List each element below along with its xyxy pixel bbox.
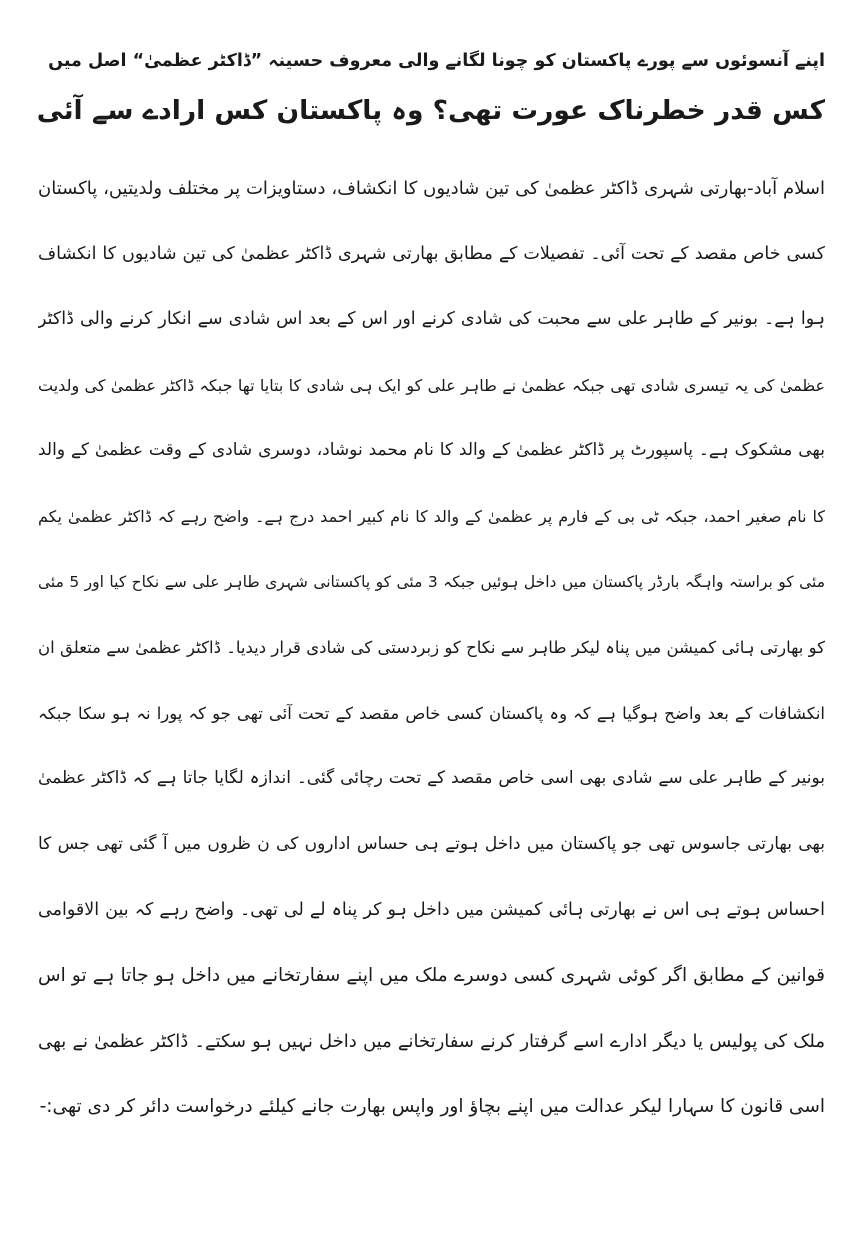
headline-line: اپنے آنسوئوں سے پورے پاکستان کو چونا لگانے والی معروف حسینہ ”ڈاکٹر عظمیٰ“ اصل میں: [48, 51, 825, 71]
body-line: انکشافات کے بعد واضح ہوگیا ہے کہ وہ پاکستان کسی خاص مقصد کے تحت آئی تھی جو کہ پورا نہ ہو سکا جبکہ: [38, 703, 825, 723]
body-line: احساس ہوتے ہی اس نے بھارتی ہائی کمیشن میں داخل ہو کر پناہ لے لی تھی۔ واضح رہے کہ بین الاقوامی: [38, 899, 825, 920]
article-body: [38, 156, 825, 1140]
body-line: اسی قانون کا سہارا لیکر عدالت میں اپنے بچاؤ اور واپس بھارت جانے کیلئے درخواست دائر کر دی تھی:-: [39, 1096, 825, 1118]
body-line: بھی بھارتی جاسوس تھی جو پاکستان میں داخل ہوتے ہی حساس اداروں کی ن ظروں میں آ گئی تھی جس کا: [38, 833, 825, 854]
body-line: اسلام آباد-بھارتی شہری ڈاکٹر عظمیٰ کی تین شادیوں کا انکشاف، دستاویزات پر مختلف ولدیتیں، پاکستان: [38, 178, 825, 199]
body-line: بونیر کے طاہر علی سے شادی بھی اسی خاص مقصد کے تحت رچائی گئی۔ اندازہ لگایا جاتا ہے کہ ڈاکٹر عظمیٰ: [38, 768, 825, 789]
body-line: کا نام صغیر احمد، جبکہ ٹی بی کے فارم پر عظمیٰ کے والد کا نام کبیر احمد درج ہے۔ واضح رہے کہ ڈاکٹر عظمیٰ یکم: [38, 506, 825, 526]
body-line: عظمیٰ کی یہ تیسری شادی تھی جبکہ عظمیٰ نے طاہر علی کو ایک ہی شادی کا بتایا تھا جبکہ ڈاکٹر عظمیٰ کی ولدیت: [38, 375, 825, 395]
body-line: ہوا ہے۔ بونیر کے طاہر علی سے محبت کی شادی کرنے اور اس کے بعد اس شادی سے انکار کرنے والی ڈاکٹر: [38, 309, 825, 330]
body-line: کسی خاص مقصد کے تحت آئی۔ تفصیلات کے مطابق بھارتی شہری ڈاکٹر عظمیٰ کی تین شادیوں کا انکشاف: [38, 243, 825, 264]
body-line: کو بھارتی ہائی کمیشن میں پناہ لیکر طاہر سے نکاح کو زبردستی کی شادی قرار دیدیا۔ ڈاکٹر عظمیٰ سے متعلق ان: [38, 638, 825, 658]
body-line: قوانین کے مطابق اگر کوئی شہری کسی دوسرے ملک میں اپنے سفارتخانے میں داخل ہو جاتا ہے تو اس: [38, 965, 825, 987]
body-line: ملک کی پولیس یا دیگر ادارے اسے گرفتار کرنے سفارتخانے میں داخل نہیں ہو سکتے۔ ڈاکٹر عظمیٰ نے بھی: [38, 1030, 825, 1052]
headline-line: کس قدر خطرناک عورت تھی؟ وہ پاکستان کس ارادے سے آئی: [36, 95, 825, 126]
body-line: مئی کو براستہ واہگہ بارڈر پاکستان میں داخل ہوئیں جبکہ 3 مئی کو پاکستانی شہری طاہر علی سے نکاح کیا اور 5 مئی: [38, 572, 825, 591]
body-line: بھی مشکوک ہے۔ پاسپورٹ پر ڈاکٹر عظمیٰ کے والد کا نام محمد نوشاد، دوسری شادی کے وقت عظمیٰ کے والد: [38, 440, 825, 461]
article-headline: [38, 36, 825, 136]
